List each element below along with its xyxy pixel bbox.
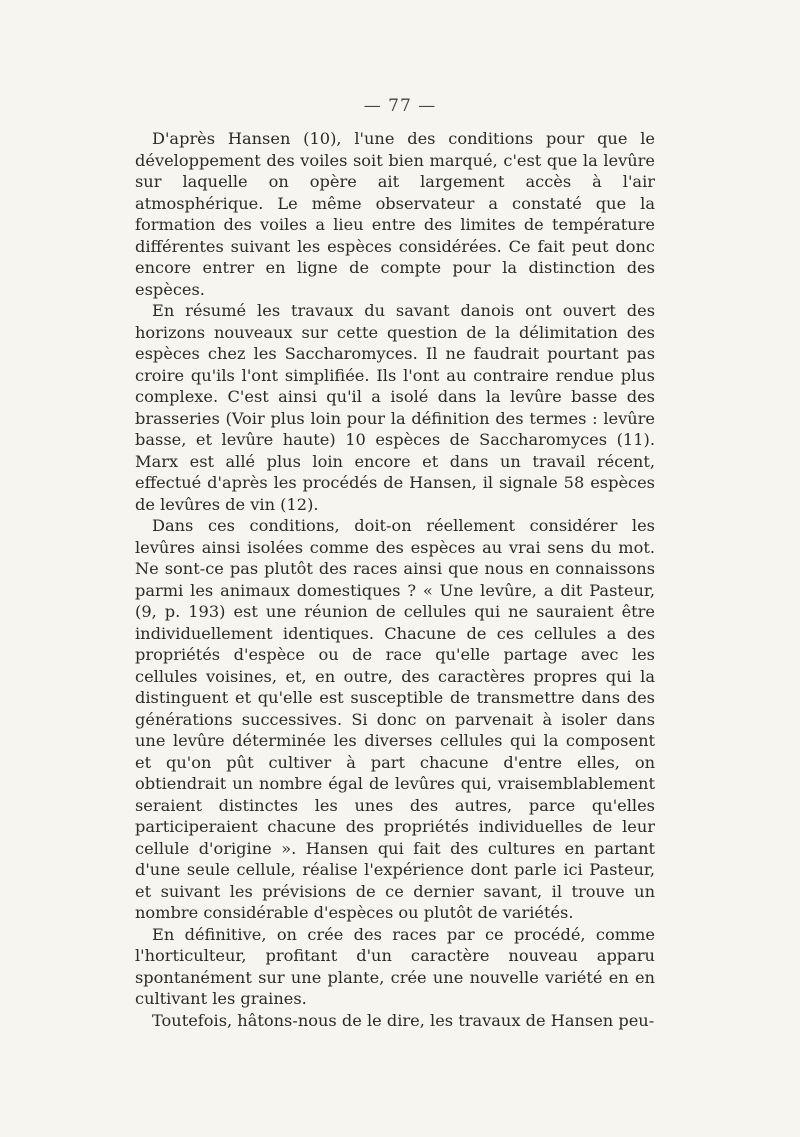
body-text <box>135 128 655 1031</box>
paragraph: D'après Hansen (10), l'une des conditions pour que le développement des voiles soit bien marqué, c'est que la levûre sur laquelle on opère ait largement accès à l'air atmosphérique. Le même observateur a constaté que la formation des voiles a lieu entre des limites de température différentes suivant les espèces considérées. Ce fait peut donc encore entrer en ligne de compte pour la distinction des espèces. <box>135 129 655 299</box>
paragraph: Dans ces conditions, doit-on réellement considérer les levûres ainsi isolées comme des espèces au vrai sens du mot. Ne sont-ce pas plutôt des races ainsi que nous en connaissons parmi les animaux domestiques ? « Une levûre, a dit Pasteur, (9, p. 193) est une réunion de cellules qui ne sauraient être individuellement identiques. Chacune de ces cellules a des propriétés d'espèce ou de race qu'elle partage avec les cellules voisines, et, en outre, des caractères propres qui la distinguent et qu'elle est susceptible de transmettre dans des générations successives. Si donc on parvenait à isoler dans une levûre déterminée les diverses cellules qui la composent et qu'on pût cultiver à part chacune d'entre elles, on obtiendrait un nombre égal de levûres qui, vraisemblablement seraient distinctes les unes des autres, parce qu'elles participeraient chacune des propriétés individuelles de leur cellule d'origine ». Hansen qui fait des cultures en partant d'une seule cellule, réalise l'expérience dont parle ici Pasteur, et suivant les prévisions de ce dernier savant, il trouve un nombre considérable d'espèces ou plutôt de variétés. <box>135 516 655 922</box>
paragraph: Toutefois, hâtons-nous de le dire, les travaux de Hansen peu- <box>152 1010 655 1030</box>
page-number: — 77 — <box>363 96 437 116</box>
paragraph: En définitive, on crée des races par ce procédé, comme l'horticulteur, profitant d'un caractère nouveau apparu spontanément sur une plante, crée une nouvelle variété en en cultivant les graines. <box>135 924 655 1008</box>
paragraph: En résumé les travaux du savant danois ont ouvert des horizons nouveaux sur cette question de la délimitation des espèces chez les Saccharomyces. Il ne faudrait pourtant pas croire qu'ils l'ont simplifiée. Ils l'ont au contraire rendue plus complexe. C'est ainsi qu'il a isolé dans la levûre basse des brasseries (Voir plus loin pour la définition des termes : levûre basse, et levûre haute) 10 espèces de Saccharomyces (11). Marx est allé plus loin encore et dans un travail récent, effectué d'après les procédés de Hansen, il signale 58 espèces de levûres de vin (12). <box>135 301 655 514</box>
